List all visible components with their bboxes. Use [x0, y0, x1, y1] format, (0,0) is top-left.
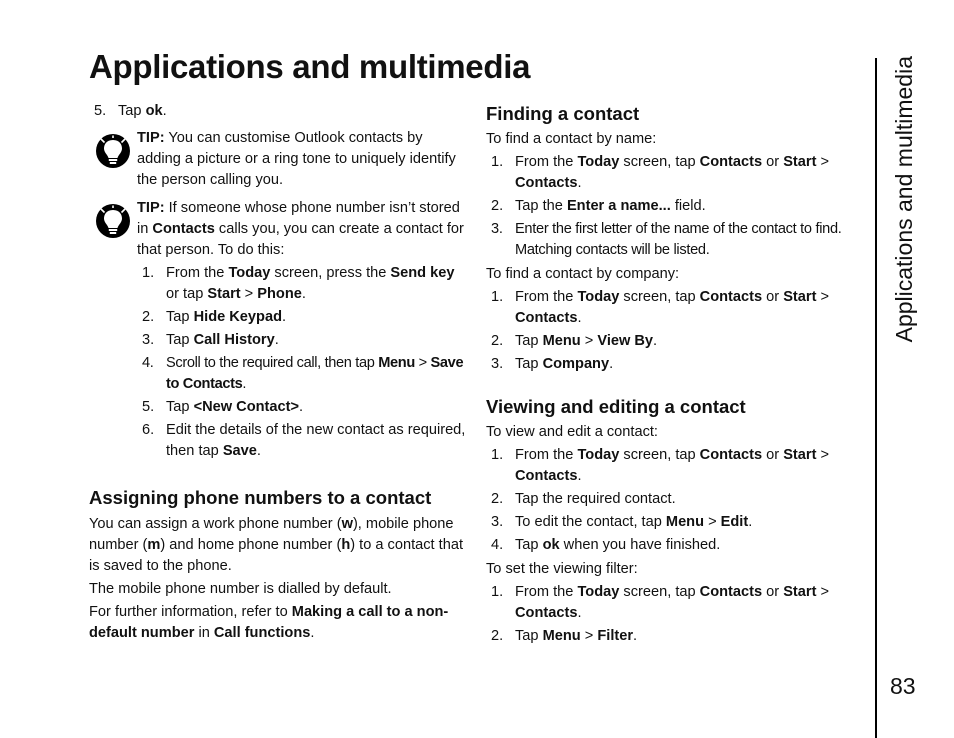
list-item: 5. Tap ok. [94, 103, 167, 119]
list-item: 2. Tap Menu > View By. [491, 333, 658, 349]
list-item: 5. Tap <New Contact>. [142, 399, 304, 415]
paragraph: To find a contact by name: [486, 131, 657, 147]
list-item: 1. From the Today screen, tap Contacts or Start > Contacts. [491, 584, 830, 621]
section-heading-finding: Finding a contact [486, 103, 640, 124]
list-item: 2. Tap the required contact. [491, 491, 676, 507]
step-list-by-company [486, 287, 864, 375]
list-item: 2. Tap Menu > Filter. [491, 628, 638, 644]
list-item: 1. From the Today screen, press the Send key or tap Start > Phone. [142, 265, 455, 302]
list-item: 1. From the Today screen, tap Contacts or Start > Contacts. [491, 447, 830, 484]
list-item: 3. Tap Company. [491, 356, 614, 372]
paragraph: To find a contact by company: [486, 266, 680, 282]
list-item: 3. Tap Call History. [142, 332, 279, 348]
lightbulb-icon [95, 203, 131, 239]
page-number: 83 [890, 673, 916, 699]
list-item: 3. Enter the first letter of the name of the contact to find. Matching contacts will be listed. [491, 221, 842, 258]
list-item: 4. Tap ok when you have finished. [491, 537, 721, 553]
paragraph: The mobile phone number is dialled by default. [89, 581, 392, 597]
right-column [486, 101, 864, 647]
section-heading-assigning: Assigning phone numbers to a contact [89, 487, 432, 508]
list-item: 4. Scroll to the required call, then tap Menu > Save to Contacts. [142, 355, 464, 392]
list-item: 1. From the Today screen, tap Contacts or Start > Contacts. [491, 154, 830, 191]
tip-step-list [137, 263, 469, 462]
list-item: 2. Tap the Enter a name... field. [491, 198, 706, 214]
step-list-filter [486, 582, 864, 647]
step-list-view-edit [486, 445, 864, 556]
section-heading-viewing: Viewing and editing a contact [486, 396, 746, 417]
side-section-title-text: Applications and multimedia [891, 56, 917, 343]
left-column [89, 101, 469, 646]
paragraph: You can assign a work phone number (w), mobile phone number (m) and home phone number (h) to a contact that is saved to the phone. [89, 516, 463, 574]
list-item: 6. Edit the details of the new contact as required, then tap Save. [142, 422, 466, 459]
page-title: Applications and multimedia [89, 48, 531, 85]
step-list-continued [89, 101, 469, 122]
step-list-by-name [486, 152, 864, 261]
list-item: 3. To edit the contact, tap Menu > Edit. [491, 514, 753, 530]
paragraph: For further information, refer to Making a call to a non-default number in Call functions. [89, 604, 449, 641]
list-item: 1. From the Today screen, tap Contacts or Start > Contacts. [491, 289, 830, 326]
side-section-title [881, 56, 921, 372]
paragraph: To set the viewing filter: [486, 561, 638, 577]
side-divider [875, 58, 877, 738]
list-item: 2. Tap Hide Keypad. [142, 309, 287, 325]
lightbulb-icon [95, 133, 131, 169]
paragraph: To view and edit a contact: [486, 424, 658, 440]
tip-block: TIP: If someone whose phone number isn’t stored in Contacts calls you, you can create a contact for that person. To do this: 1. From the Today screen, press the Send key or tap Start > Phone. 2. Tap Hide Keypad. 3. Tap Call History. 4. Scroll to the required call, then tap Menu > Save to Contacts. 5. Tap <New Contact>. 6. Edit the details of the new contact as required, then tap Save. [89, 198, 469, 462]
tip-block: TIP: You can customise Outlook contacts by adding a picture or a ring tone to uniquely identify the person calling you. [89, 128, 469, 191]
